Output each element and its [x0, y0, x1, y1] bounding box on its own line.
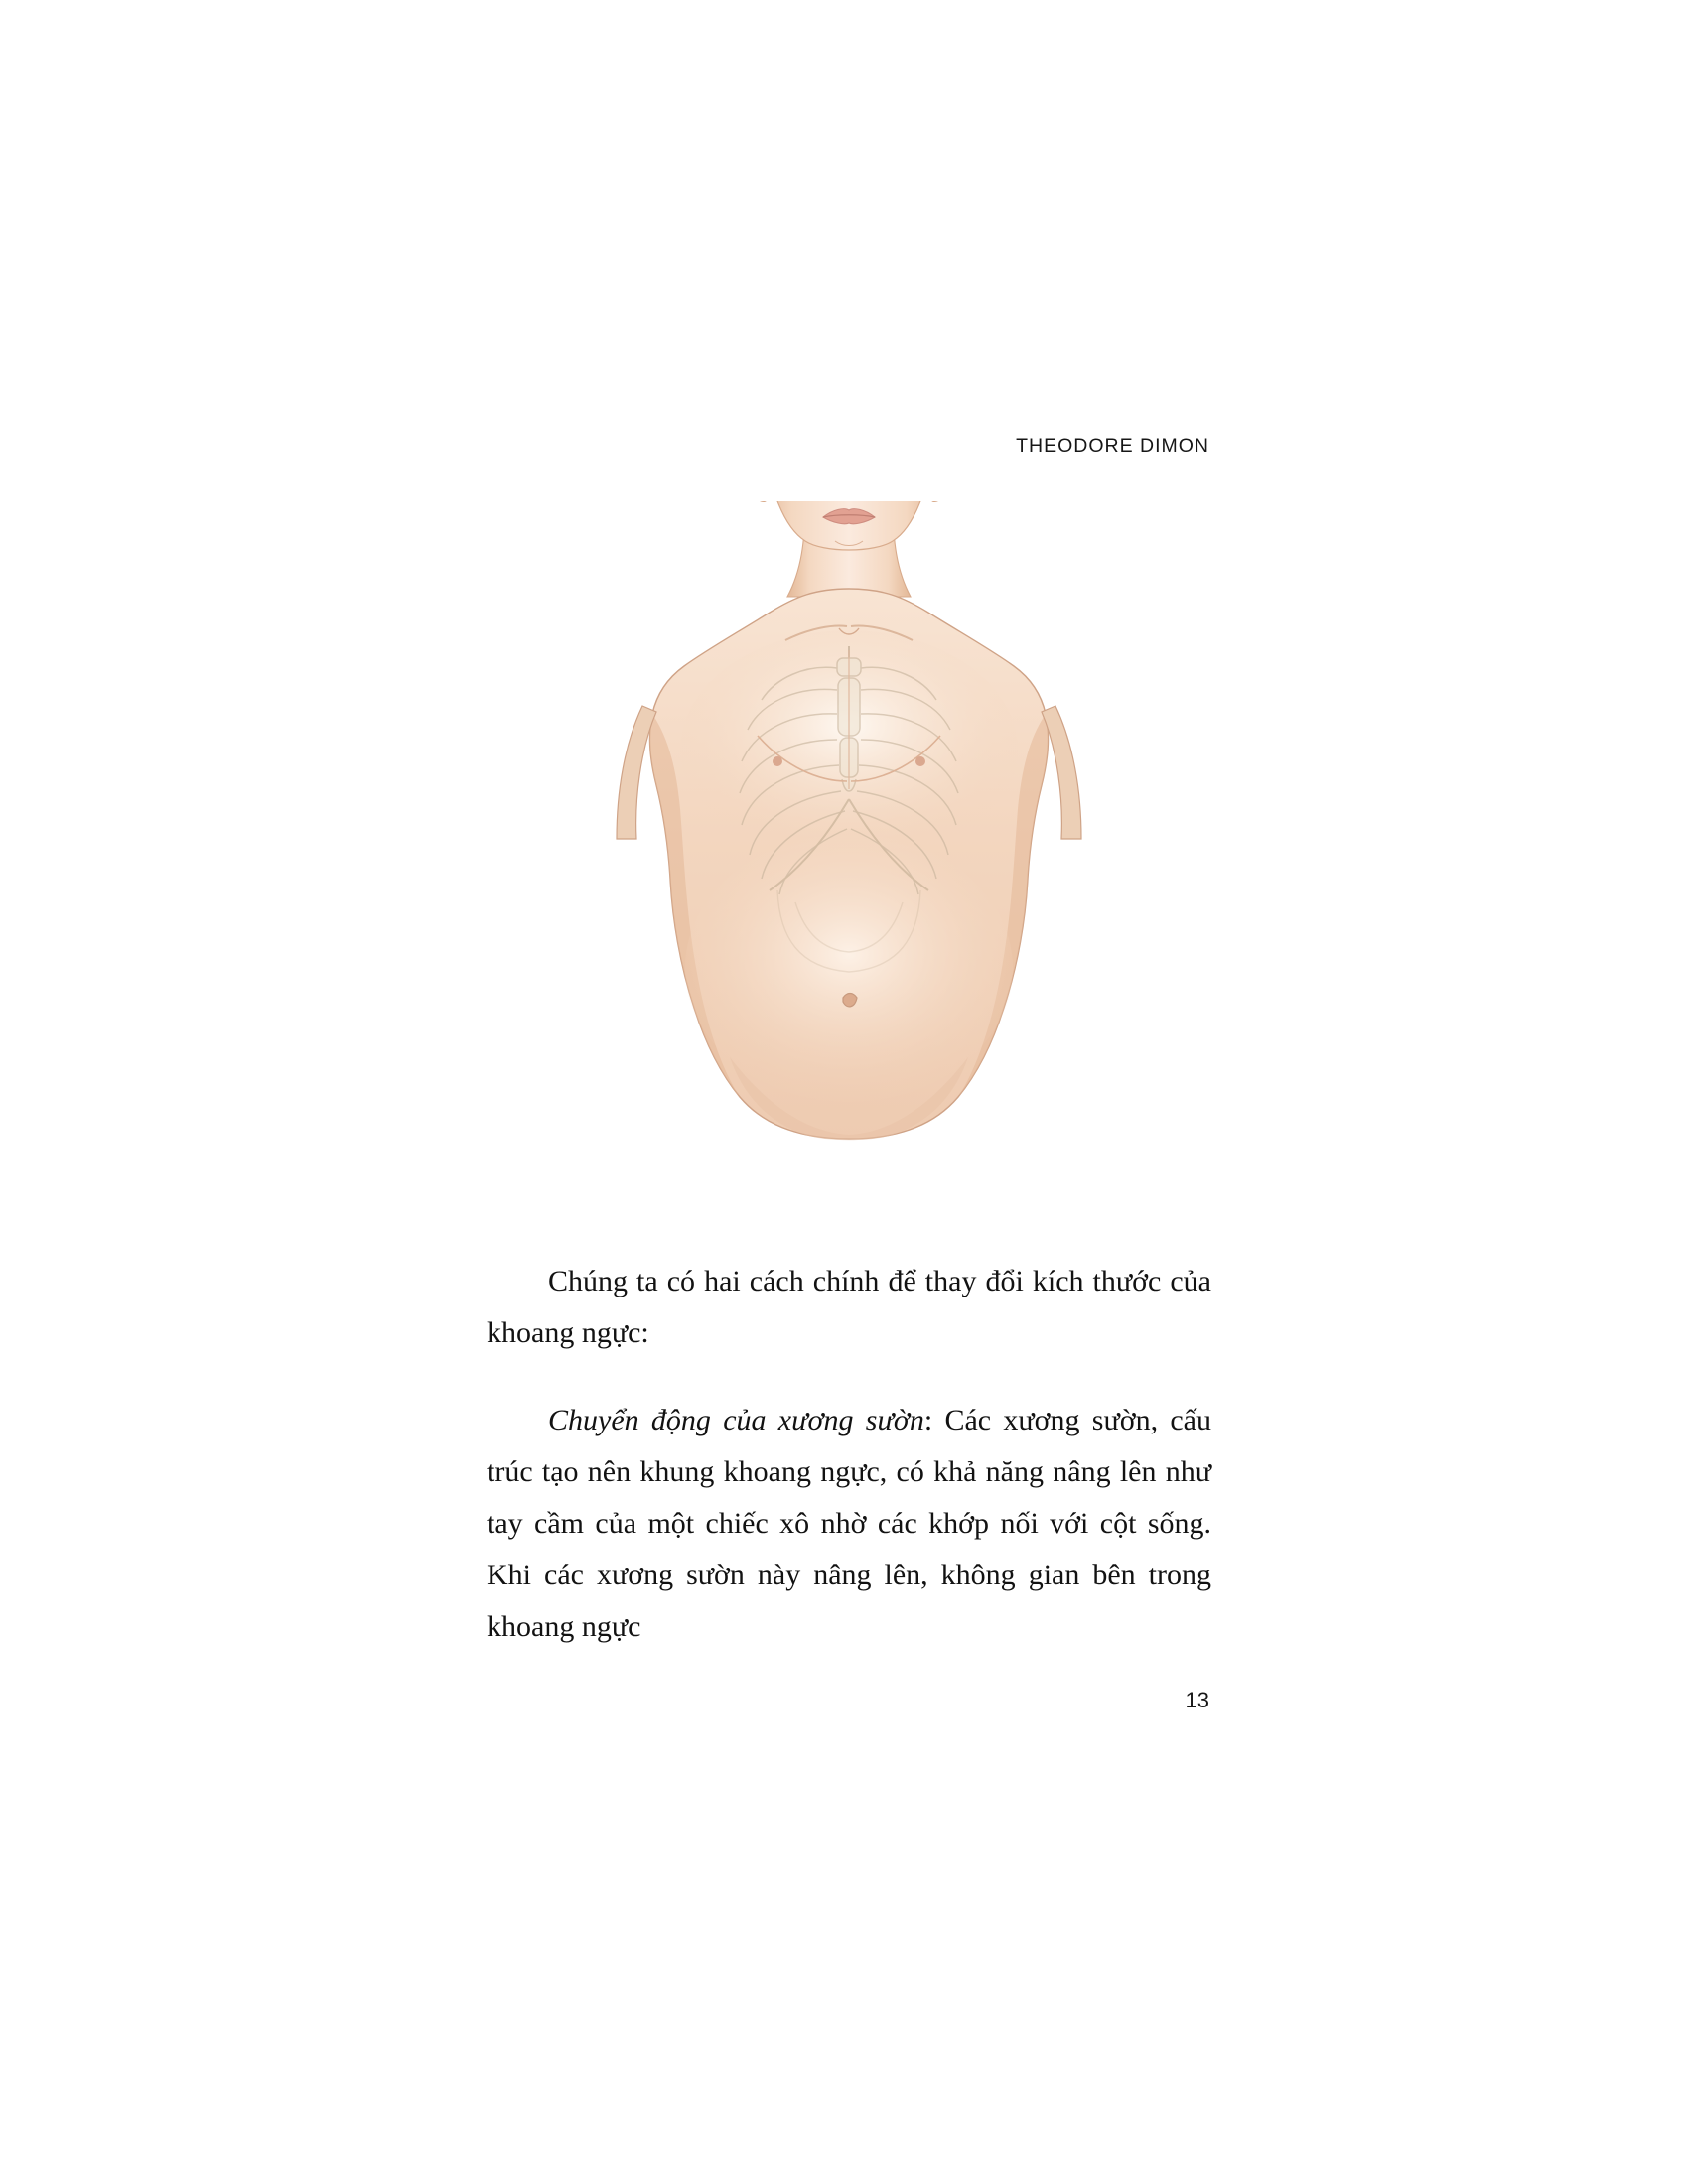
running-head: THEODORE DIMON	[1016, 435, 1209, 457]
paragraph-2	[487, 1395, 1211, 1653]
paragraph-1: Chúng ta có hai cách chính để thay đổi kích thước của khoang ngực:	[487, 1265, 1211, 1349]
paragraph-2-text: : Các xương sườn, cấu trúc tạo nên khung khoang ngực, có khả năng nâng lên như tay cầm của một chiếc xô nhờ các khớp nối với cột sống. Khi các xương sườn này nâng lên, không gian bên trong khoang ngực	[487, 1404, 1211, 1643]
term-rib-movement: Chuyển động của xương sườn	[548, 1404, 924, 1436]
body-text	[487, 1256, 1211, 1653]
page-number: 13	[1185, 1688, 1209, 1712]
torso-ribcage-illustration	[611, 501, 1087, 1236]
